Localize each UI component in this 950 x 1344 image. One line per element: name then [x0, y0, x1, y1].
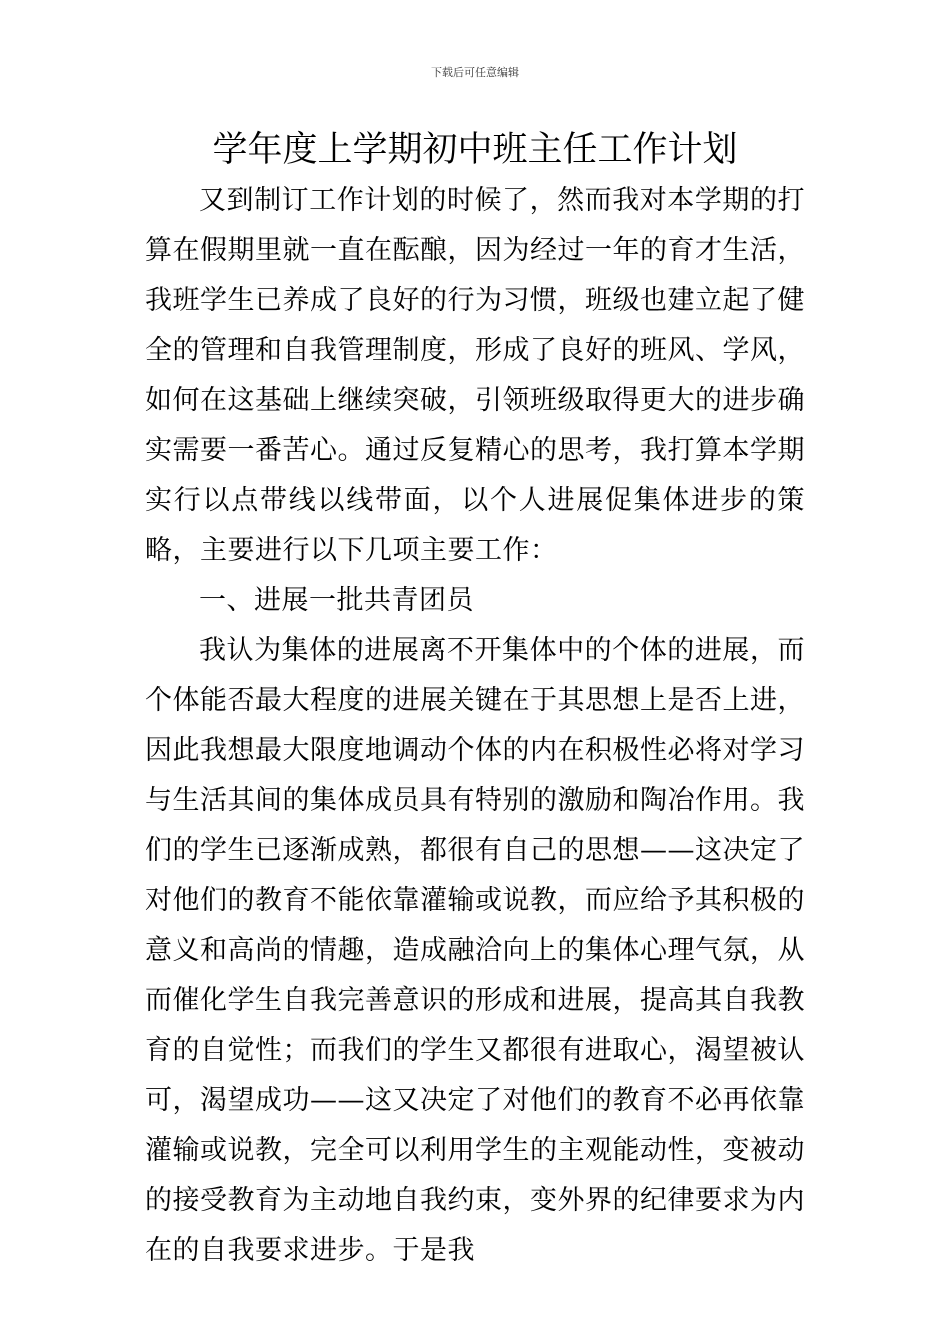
body-paragraph-section-1: 我认为集体的进展离不开集体中的个体的进展，而个体能否最大程度的进展关键在于其思想上是否上进，因此我想最大限度地调动个体的内在积极性必将对学习与生活其间的集体成员具有特别的激励和陶冶作用。我们的学生已逐渐成熟，都很有自己的思想——这决定了对他们的教育不能依靠灌输或说教，而应给予其积极的意义和高尚的情趣，造成融洽向上的集体心理气氛，从而催化学生自我完善意识的形成和进展，提高其自我教育的自觉性；而我们的学生又都很有进取心，渴望被认可，渴望成功——这又决定了对他们的教育不必再依靠灌输或说教，完全可以利用学生的主观能动性，变被动的接受教育为主动地自我约束，变外界的纪律要求为内在的自我要求进步。于是我 [145, 635, 805, 1266]
document-body [145, 176, 805, 1276]
header-note: 下载后可任意编辑 [431, 66, 519, 79]
document-title: 学年度上学期初中班主任工作计划 [212, 130, 738, 170]
body-paragraph-intro: 又到制订工作计划的时候了，然而我对本学期的打算在假期里就一直在酝酿，因为经过一年的育才生活，我班学生已养成了良好的行为习惯，班级也建立起了健全的管理和自我管理制度，形成了良好的班风、学风，如何在这基础上继续突破，引领班级取得更大的进步确实需要一番苦心。通过反复精心的思考，我打算本学期实行以点带线以线带面，以个人进展促集体进步的策略，主要进行以下几项主要工作： [145, 185, 805, 566]
section-heading-1: 一、进展一批共青团员 [199, 585, 474, 616]
